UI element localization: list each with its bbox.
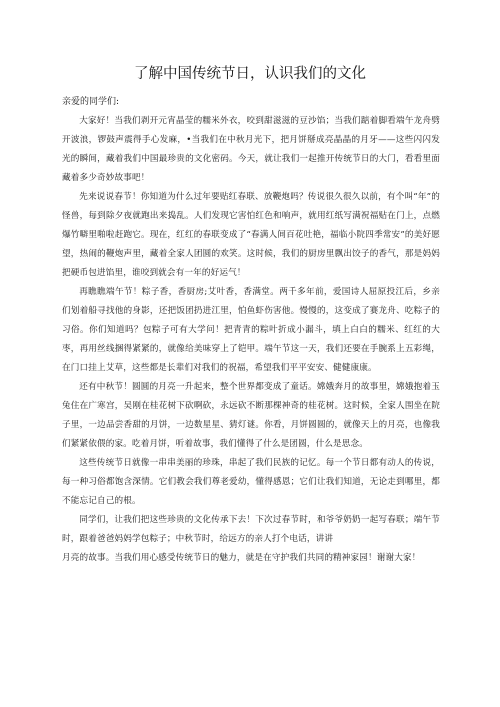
paragraph-summary: 这些传统节日就像一串串美丽的珍珠，串起了我们民族的记忆。每一个节日都有动人的传说，每一种习俗都饱含深情。它们教会我们尊老爱幼，懂得感恩；它们让我们知道，无论走到哪里，都不能忘记自己的根。: [62, 458, 440, 506]
salutation: 亲爱的同学们:: [62, 97, 120, 107]
paragraph-mid-autumn-festival: 还有中秋节！圆圆的月亮一升起来，整个世界都变成了童话。嫦娥奔月的故事里，嫦娥抱着玉兔住在广寒宫，吴刚在桂花树下砍啊砍，永远砍不断那棵神奇的桂花树。这时候，全家人围坐在院子里，一边品尝香甜的月饼，一边数星星、猜灯谜。你看，月饼圆圆的，就像天上的月亮，也像我们紧紧依偎的家。吃着月饼，听着故事，我们懂得了什么是团圆，什么是思念。: [62, 382, 440, 449]
paragraph-spring-festival: 先来说说春节！你知道为什么过年要贴红春联、放鞭炮吗？传说很久很久以前，有个叫“年”的怪兽，每到除夕夜就跑出来捣乱。人们发现它害怕红色和响声，就用红纸写满祝福贴在门上，点燃爆竹噼里啪啦赶跑它。现在，红红的春联变成了“春满人间百花吐艳，福临小院四季常安”的美好愿望，热闹的鞭炮声里，藏着全家人团圆的欢笑。这时候，我们的厨房里飘出饺子的香气，那是妈妈把硬币包进馅里，谁咬到就会有一年的好运气！: [62, 192, 440, 278]
document-body: [62, 112, 440, 568]
paragraph-closing: 月亮的故事。当我们用心感受传统节日的魅力，就是在守护我们共同的精神家园！谢谢大家！: [62, 553, 421, 563]
paragraph-dragon-boat-festival: 再瞧瞧端午节！粽子香，香厨房;艾叶香，香满堂。两千多年前，爱国诗人屈原投江后，乡亲们划着船寻找他的身影，还把饭团扔进江里，怕鱼虾伤害他。慢慢的，这变成了赛龙舟、吃粽子的习俗。你们知道吗？包粽子可有大学问！把青青的粽叶折成小漏斗，填上白白的糯米、红红的大枣，再用丝线捆得紧紧的，就像给美味穿上了铠甲。端午节这一天，我们还要在手腕系上五彩绳，在门口挂上艾草，这些都是长辈们对我们的祝福，希望我们平平安安、健健康康。: [62, 287, 440, 373]
paragraph-call-to-action: 同学们，让我们把这些珍贵的文化传承下去！下次过春节时，和爷爷奶奶一起写春联；端午节时，跟着爸爸妈妈学包粽子；中秋节时，给远方的亲人打个电话，讲讲: [62, 515, 440, 544]
document-title: 了解中国传统节日，认识我们的文化: [134, 66, 366, 82]
paragraph-greeting: 大家好！当我们剥开元宵晶莹的糯米外衣，咬到甜滋滋的豆沙馅；当我们踮着脚看端午龙舟劈开波浪，锣鼓声震得手心发麻，•当我们在中秋月光下，把月饼掰成亮晶晶的月牙——这些闪闪发光的瞬间，藏着我们中国最珍贵的文化密码。今天，就让我们一起推开传统节日的大门，看看里面藏着多少奇妙故事吧！: [62, 116, 440, 183]
